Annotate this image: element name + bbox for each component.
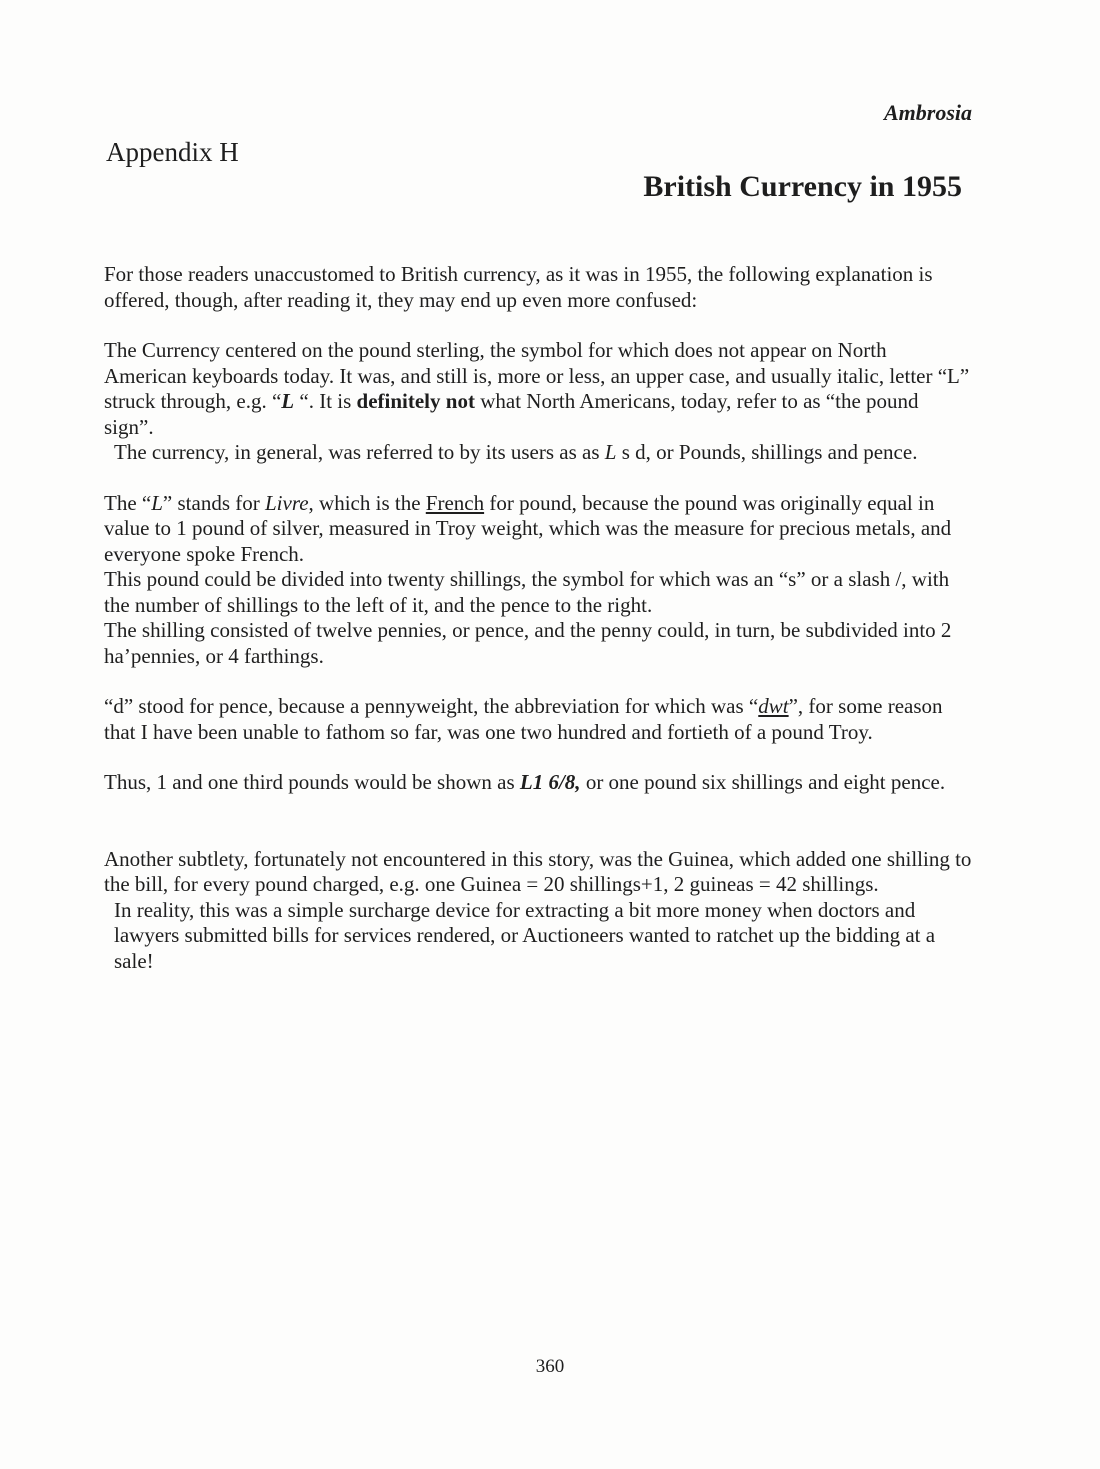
text-run: Thus, 1 and one third pounds would be shown as — [104, 770, 520, 794]
running-head: Ambrosia — [883, 100, 972, 125]
amount-example: L1 6/8, — [519, 770, 581, 794]
paragraph-d-pence — [104, 694, 972, 745]
paragraph-shillings: This pound could be divided into twenty shillings, the symbol for which was an “s” or a slash /, with the number of shillings to the left of it, and the pence to the right. — [104, 567, 950, 617]
paragraph-guinea: Another subtlety, fortunately not encountered in this story, was the Guinea, which added one shilling to the bill, for every pound charged, e.g. one Guinea = 20 shillings+1, 2 guineas = 42 shillings. — [104, 846, 972, 896]
page-title: British Currency in 1955 — [643, 170, 962, 203]
pound-symbol: L — [281, 389, 295, 413]
text-run: for pound, because the pound was originally equal in value to 1 pound of silver, measured in Troy weight, which was the measure for precious metals, and everyone spoke French. — [104, 490, 952, 566]
paragraph-surcharge: In reality, this was a simple surcharge device for extracting a bit more money when doctors and lawyers submitted bills for services rendered, or Auctioneers wanted to ratchet up the bidding at a sale! — [114, 897, 936, 973]
paragraph-intro: For those readers unaccustomed to British currency, as it was in 1955, the following explanation is offered, though, after reading it, they may end up even more confused: — [104, 262, 933, 312]
dwt-abbrev: dwt — [758, 694, 789, 718]
lsd-l: L — [604, 440, 617, 464]
paragraph-example — [104, 770, 972, 796]
paragraph-pence: The shilling consisted of twelve pennies, or pence, and the penny could, in turn, be subdivided into 2 ha’pennies, or 4 farthings. — [104, 618, 952, 668]
text-run: s d, or Pounds, shillings and pence. — [616, 440, 918, 464]
livre-l: L — [151, 490, 163, 515]
emphasis-definitely-not: definitely not — [356, 389, 475, 413]
text-run: ”, for some reason that I have been unable to fathom so far, was one two hundred and fortieth of a pound Troy. — [104, 694, 943, 744]
body-text — [104, 262, 972, 974]
paragraph-lsd — [104, 440, 972, 466]
text-run: “. It is — [294, 389, 357, 413]
appendix-label: Appendix H — [106, 137, 239, 167]
text-run: The “ — [104, 490, 152, 515]
text-run: what North Americans, today, refer to as “the pound sign”. — [104, 389, 919, 439]
french-underlined: French — [425, 490, 485, 515]
page-number: 360 — [535, 1356, 565, 1377]
text-run: The Currency centered on the pound sterling, the symbol for which does not appear on North American keyboards today. It was, and still is, more or less, an upper case, and usually italic, letter “L” struck through, e.g. “ — [104, 338, 970, 413]
paragraph-pound-sterling — [104, 338, 972, 440]
text-run: The currency, in general, was referred to by its users as as — [114, 440, 605, 464]
text-run: or one pound six shillings and eight pence. — [580, 770, 946, 794]
text-run: “d” stood for pence, because a pennyweight, the abbreviation for which was “ — [104, 694, 759, 718]
text-run: , which is the — [308, 490, 426, 515]
livre-word: Livre — [264, 490, 309, 515]
text-run: ” stands for — [162, 490, 265, 515]
paragraph-livre — [104, 491, 972, 568]
